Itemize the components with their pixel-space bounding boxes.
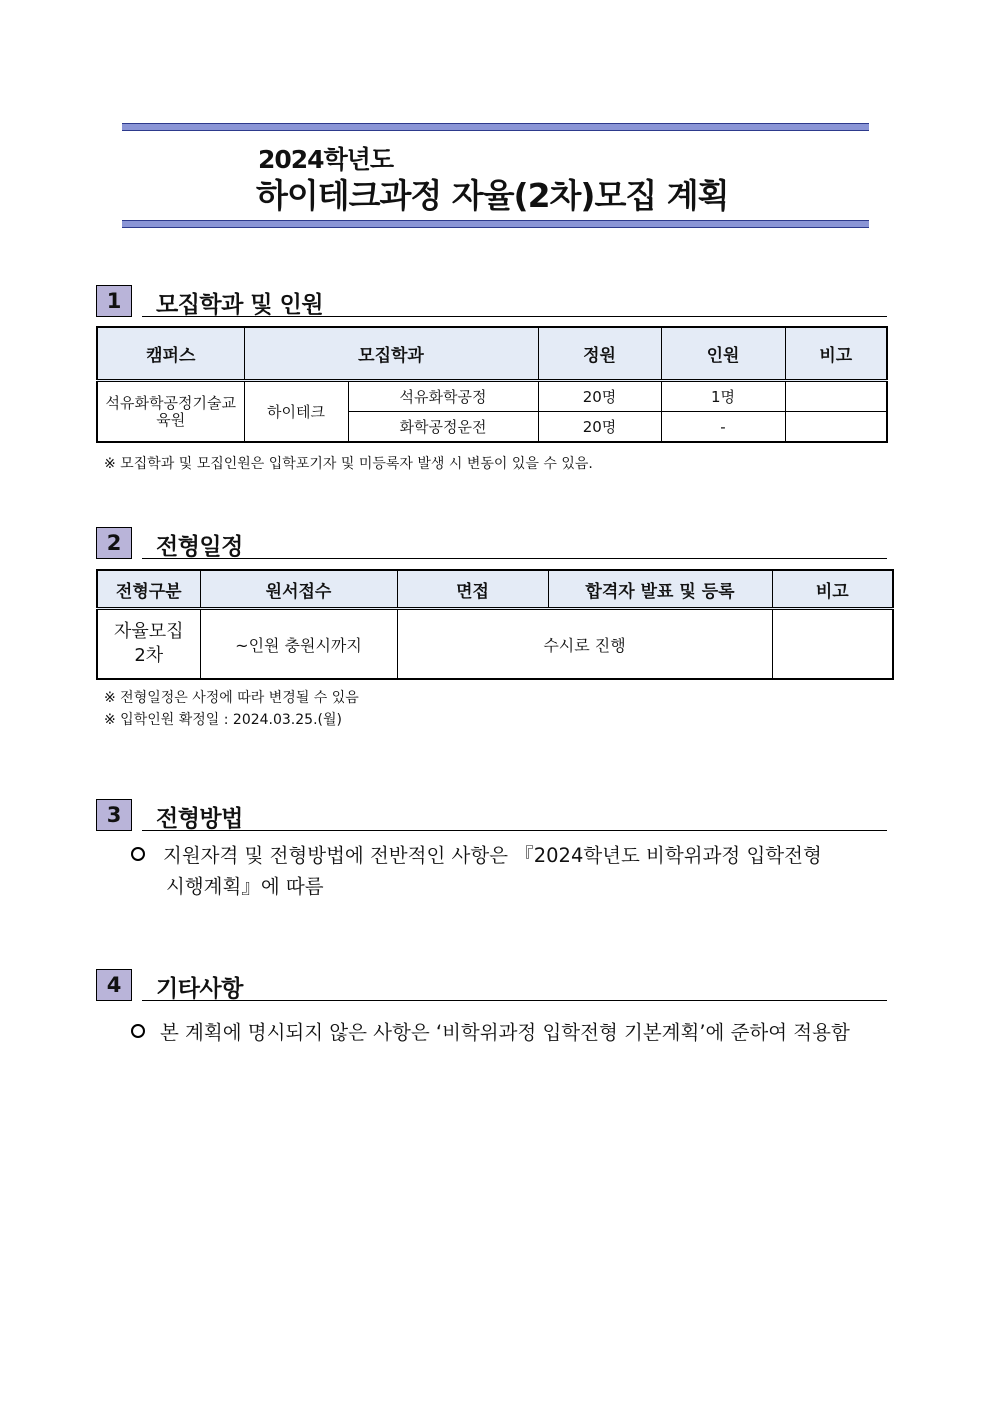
section-rule <box>142 316 887 317</box>
bullet-icon <box>131 847 145 861</box>
count-cell: - <box>661 412 785 443</box>
header-interview: 면접 <box>397 570 548 609</box>
table-row <box>97 609 893 680</box>
bullet-icon <box>131 1024 145 1038</box>
note-cell <box>785 412 887 443</box>
type-cell: 자율모집 2차 <box>97 609 200 680</box>
course-group-cell: 하이테크 <box>244 381 348 443</box>
header-dept: 모집학과 <box>244 327 538 381</box>
campus-cell: 석유화학공정기술교육원 <box>97 381 244 443</box>
section-number: 1 <box>96 285 132 317</box>
section-rule <box>142 558 887 559</box>
section-number: 2 <box>96 527 132 559</box>
section-title: 기타사항 <box>156 976 243 1002</box>
section-number: 3 <box>96 799 132 831</box>
section-2-note: ※ 입학인원 확정일 : 2024.03.25.(월) <box>104 712 342 728</box>
section-3-text: 지원자격 및 전형방법에 전반적인 사항은 『2024학년도 비학위과정 입학전형 <box>163 844 822 867</box>
header-count: 인원 <box>661 327 785 381</box>
page-title: 하이테크과정 자율(2차)모집 계획 <box>256 176 729 215</box>
section-rule <box>142 830 887 831</box>
recruitment-table <box>96 326 888 443</box>
section-3-text: 시행계획』에 따름 <box>166 875 324 898</box>
quota-cell: 20명 <box>538 412 661 443</box>
section-title: 모집학과 및 인원 <box>156 292 324 318</box>
note-cell <box>772 609 893 680</box>
dept-cell: 석유화학공정 <box>348 381 538 412</box>
header-note: 비고 <box>785 327 887 381</box>
table-header-row <box>97 570 893 609</box>
title-top-bar <box>122 123 869 131</box>
section-4-text: 본 계획에 명시되지 않은 사항은 ‘비학위과정 입학전형 기본계획’에 준하여 적용함 <box>160 1021 850 1044</box>
title-bottom-bar <box>122 220 869 228</box>
note-cell <box>785 381 887 412</box>
section-2-note: ※ 전형일정은 사정에 따라 변경될 수 있음 <box>104 690 359 706</box>
section-title: 전형일정 <box>156 534 243 560</box>
section-rule <box>142 1000 887 1001</box>
count-cell: 1명 <box>661 381 785 412</box>
header-type: 전형구분 <box>97 570 200 609</box>
header-quota: 정원 <box>538 327 661 381</box>
quota-cell: 20명 <box>538 381 661 412</box>
application-cell: ~인원 충원시까지 <box>200 609 397 680</box>
header-application: 원서접수 <box>200 570 397 609</box>
section-title: 전형방법 <box>156 806 243 832</box>
section-number: 4 <box>96 969 132 1001</box>
section-1-note: ※ 모집학과 및 모집인원은 입학포기자 및 미등록자 발생 시 변동이 있을 수 있음. <box>104 456 593 472</box>
table-header-row <box>97 327 887 381</box>
schedule-table <box>96 569 894 680</box>
header-campus: 캠퍼스 <box>97 327 244 381</box>
table-row <box>97 381 887 412</box>
header-announcement: 합격자 발표 및 등록 <box>548 570 772 609</box>
dept-cell: 화학공정운전 <box>348 412 538 443</box>
header-note: 비고 <box>772 570 893 609</box>
title-year: 2024학년도 <box>258 145 394 174</box>
schedule-cell: 수시로 진행 <box>397 609 772 680</box>
